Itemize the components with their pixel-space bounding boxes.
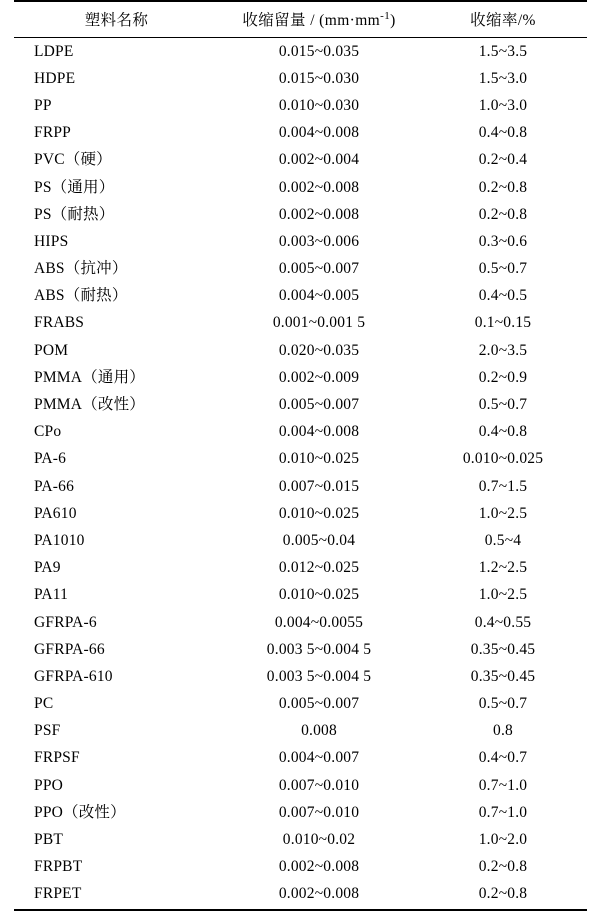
- cell-shrinkage-rate: 0.2~0.8: [478, 178, 528, 196]
- cell-shrinkage-rate: 1.2~2.5: [478, 559, 528, 577]
- table-header-row: [14, 1, 587, 38]
- table-row: [14, 691, 587, 718]
- cell-plastic-name: PS（通用）: [34, 178, 115, 196]
- cell-shrinkage-rate: 0.2~0.8: [419, 881, 587, 911]
- table-header: [14, 1, 587, 38]
- table-row: [14, 772, 587, 799]
- cell-shrinkage-rate: 0.35~0.45: [470, 667, 536, 685]
- table-row: [14, 120, 587, 147]
- table-row: [14, 391, 587, 418]
- cell-shrinkage-allowance: 0.008: [301, 722, 337, 740]
- table-row: [14, 473, 587, 500]
- table-row: [14, 745, 587, 772]
- cell-plastic-name: PMMA（改性）: [34, 396, 145, 414]
- cell-shrinkage-allowance: 0.002~0.004: [278, 151, 360, 169]
- cell-shrinkage-allowance: 0.005~0.007: [278, 396, 360, 414]
- table-body: [14, 38, 587, 911]
- table-row: [14, 663, 587, 690]
- cell-shrinkage-allowance: 0.007~0.015: [278, 477, 360, 495]
- table-row: [14, 419, 587, 446]
- column-header-shrinkage-allowance-tail: ): [390, 12, 396, 29]
- table-row: [14, 446, 587, 473]
- table-row: [14, 92, 587, 119]
- table-row: [14, 65, 587, 92]
- cell-shrinkage-allowance: 0.002~0.009: [278, 368, 360, 386]
- cell-plastic-name: PA11: [34, 586, 69, 604]
- cell-shrinkage-allowance: 0.002~0.008: [278, 858, 360, 876]
- cell-plastic-name: FRPBT: [34, 858, 83, 876]
- table-row: [14, 826, 587, 853]
- cell-plastic-name: PPO（改性）: [34, 803, 126, 821]
- cell-shrinkage-rate: 0.7~1.5: [478, 477, 528, 495]
- cell-plastic-name: PVC（硬）: [34, 151, 112, 169]
- cell-shrinkage-rate: 1.0~2.5: [478, 586, 528, 604]
- cell-shrinkage-rate: 0.4~0.55: [474, 613, 532, 631]
- cell-shrinkage-allowance: 0.010~0.02: [282, 831, 356, 849]
- cell-plastic-name: LDPE: [34, 42, 74, 60]
- cell-shrinkage-rate: 1.5~3.5: [478, 42, 528, 60]
- table-row: [14, 38, 587, 66]
- table-row: [14, 609, 587, 636]
- table-row: [14, 718, 587, 745]
- cell-shrinkage-rate: 1.0~2.0: [478, 831, 528, 849]
- cell-shrinkage-allowance: 0.004~0.008: [278, 423, 360, 441]
- cell-shrinkage-allowance: 0.004~0.007: [278, 749, 360, 767]
- cell-shrinkage-allowance: 0.005~0.007: [278, 695, 360, 713]
- cell-shrinkage-allowance: 0.003~0.006: [278, 232, 360, 250]
- cell-plastic-name: PS（耐热）: [34, 205, 115, 223]
- cell-plastic-name: PA9: [34, 559, 61, 577]
- table-row: [14, 854, 587, 881]
- cell-shrinkage-rate: 1.5~3.0: [478, 69, 528, 87]
- cell-plastic-name: ABS（耐热）: [34, 287, 128, 305]
- cell-shrinkage-rate: 0.4~0.5: [478, 287, 528, 305]
- cell-plastic-name: HIPS: [34, 232, 69, 250]
- cell-shrinkage-allowance: 0.010~0.025: [278, 586, 360, 604]
- cell-shrinkage-rate: 2.0~3.5: [478, 341, 528, 359]
- cell-shrinkage-rate: 0.5~0.7: [478, 695, 528, 713]
- cell-plastic-name: PA1010: [34, 531, 85, 549]
- cell-shrinkage-allowance: 0.015~0.035: [278, 42, 360, 60]
- cell-shrinkage-rate: 0.4~0.7: [478, 749, 528, 767]
- column-header-shrinkage-allowance: [219, 1, 419, 38]
- cell-shrinkage-rate: 1.0~2.5: [478, 504, 528, 522]
- cell-plastic-name: GFRPA-6: [34, 613, 97, 631]
- cell-shrinkage-allowance: 0.005~0.04: [282, 531, 356, 549]
- cell-shrinkage-allowance: 0.015~0.030: [278, 69, 360, 87]
- cell-shrinkage-rate: 0.010~0.025: [462, 450, 544, 468]
- cell-shrinkage-allowance: 0.004~0.008: [278, 124, 360, 142]
- cell-shrinkage-rate: 0.4~0.8: [478, 423, 528, 441]
- table-row: [14, 310, 587, 337]
- cell-shrinkage-rate: 0.5~0.7: [478, 396, 528, 414]
- table-row: [14, 636, 587, 663]
- cell-shrinkage-rate: 0.5~4: [484, 531, 522, 549]
- column-header-shrinkage-rate: 收缩率/%: [419, 1, 587, 38]
- cell-shrinkage-rate: 0.4~0.8: [478, 124, 528, 142]
- cell-shrinkage-allowance: 0.005~0.007: [278, 260, 360, 278]
- cell-shrinkage-rate: 0.2~0.4: [478, 151, 528, 169]
- cell-plastic-name: FRABS: [34, 314, 85, 332]
- cell-shrinkage-rate: 0.7~1.0: [478, 776, 528, 794]
- table-row: [14, 337, 587, 364]
- table-row: [14, 147, 587, 174]
- table-row: [14, 555, 587, 582]
- table-row: [14, 228, 587, 255]
- cell-plastic-name: PA-6: [34, 450, 67, 468]
- column-header-shrinkage-allowance-main: 收缩留量 / (mm·mm: [242, 12, 381, 29]
- cell-shrinkage-allowance: 0.003 5~0.004 5: [266, 667, 372, 685]
- cell-plastic-name: PMMA（通用）: [34, 368, 145, 386]
- table-row: [14, 799, 587, 826]
- cell-plastic-name: PA610: [34, 504, 77, 522]
- cell-shrinkage-rate: 0.2~0.9: [478, 368, 528, 386]
- cell-shrinkage-allowance: 0.007~0.010: [278, 776, 360, 794]
- cell-plastic-name: HDPE: [34, 69, 76, 87]
- cell-plastic-name: FRPSF: [34, 749, 80, 767]
- table-row: [14, 582, 587, 609]
- cell-shrinkage-rate: 0.35~0.45: [470, 640, 536, 658]
- cell-shrinkage-allowance: 0.010~0.025: [278, 504, 360, 522]
- cell-plastic-name: PP: [34, 96, 52, 114]
- cell-shrinkage-allowance: 0.004~0.005: [278, 287, 360, 305]
- cell-shrinkage-allowance: 0.002~0.008: [219, 881, 419, 911]
- cell-shrinkage-allowance: 0.001~0.001 5: [272, 314, 366, 332]
- cell-shrinkage-allowance: 0.007~0.010: [278, 803, 360, 821]
- cell-shrinkage-rate: 0.5~0.7: [478, 260, 528, 278]
- cell-plastic-name: CPo: [34, 423, 62, 441]
- plastic-shrinkage-table: [14, 0, 587, 911]
- cell-plastic-name: PPO: [34, 776, 64, 794]
- cell-shrinkage-allowance: 0.004~0.0055: [274, 613, 364, 631]
- table-row: [14, 256, 587, 283]
- cell-shrinkage-allowance: 0.002~0.008: [278, 205, 360, 223]
- cell-shrinkage-allowance: 0.010~0.030: [278, 96, 360, 114]
- table-row: [14, 174, 587, 201]
- cell-plastic-name: PBT: [34, 831, 64, 849]
- cell-shrinkage-rate: 0.2~0.8: [478, 205, 528, 223]
- cell-shrinkage-rate: 1.0~3.0: [478, 96, 528, 114]
- table-row: [14, 881, 587, 911]
- table-row: [14, 201, 587, 228]
- cell-shrinkage-allowance: 0.012~0.025: [278, 559, 360, 577]
- cell-plastic-name: GFRPA-66: [34, 640, 105, 658]
- cell-shrinkage-rate: 0.3~0.6: [478, 232, 528, 250]
- table-row: [14, 364, 587, 391]
- cell-shrinkage-rate: 0.7~1.0: [478, 803, 528, 821]
- cell-shrinkage-allowance: 0.003 5~0.004 5: [266, 640, 372, 658]
- cell-plastic-name: ABS（抗冲）: [34, 260, 128, 278]
- column-header-name: 塑料名称: [14, 1, 219, 38]
- cell-shrinkage-allowance: 0.002~0.008: [278, 178, 360, 196]
- cell-shrinkage-rate: 0.1~0.15: [474, 314, 532, 332]
- column-header-shrinkage-allowance-exponent: -1: [380, 9, 391, 22]
- table-row: [14, 283, 587, 310]
- cell-shrinkage-rate: 0.8: [493, 722, 513, 740]
- cell-plastic-name: FRPET: [14, 881, 219, 911]
- cell-shrinkage-allowance: 0.020~0.035: [278, 341, 360, 359]
- table-row: [14, 527, 587, 554]
- cell-plastic-name: GFRPA-610: [34, 667, 113, 685]
- cell-plastic-name: PSF: [34, 722, 61, 740]
- cell-plastic-name: FRPP: [34, 124, 71, 142]
- cell-shrinkage-allowance: 0.010~0.025: [278, 450, 360, 468]
- cell-shrinkage-rate: 0.2~0.8: [478, 858, 528, 876]
- table-row: [14, 500, 587, 527]
- cell-plastic-name: POM: [34, 341, 69, 359]
- cell-plastic-name: PA-66: [34, 477, 75, 495]
- cell-plastic-name: PC: [34, 695, 54, 713]
